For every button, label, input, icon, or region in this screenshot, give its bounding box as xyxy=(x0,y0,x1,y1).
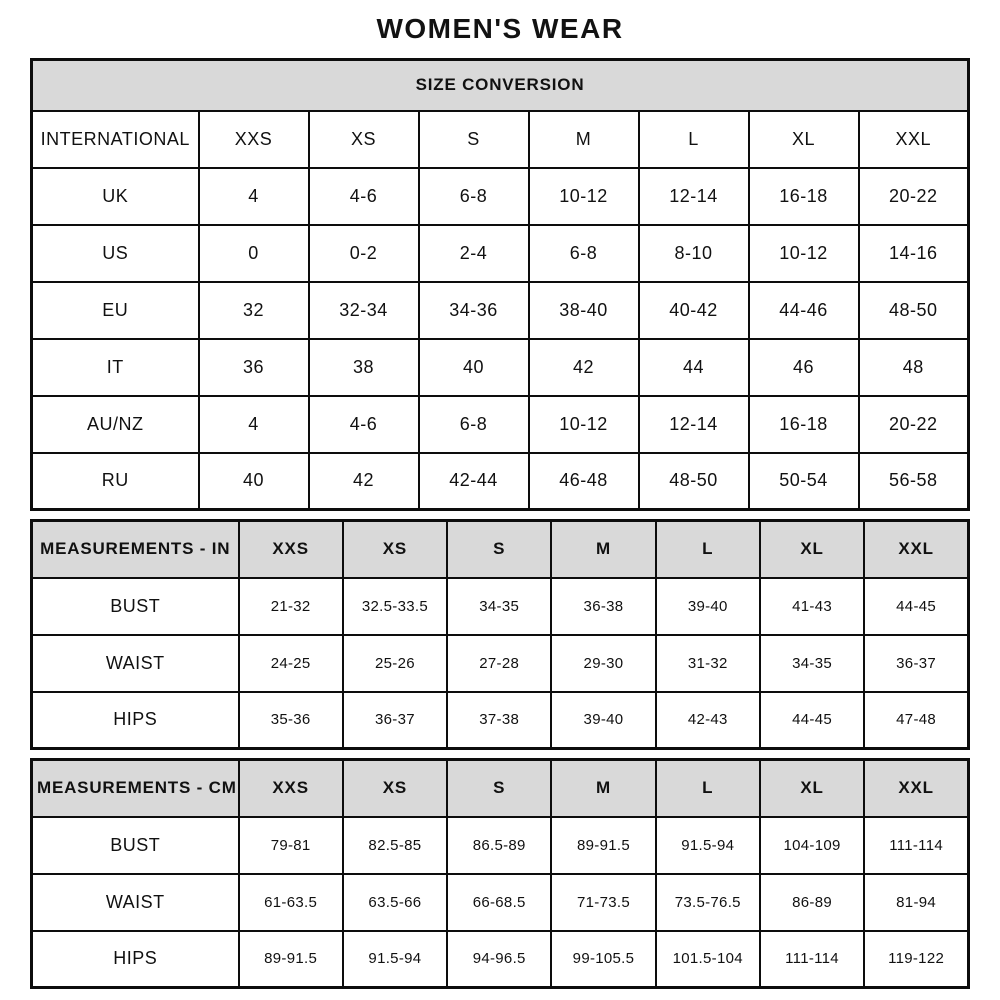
size-value-cell: 36 xyxy=(199,339,309,396)
size-value-cell: 104-109 xyxy=(760,817,864,874)
size-header-cell: XS xyxy=(343,521,447,578)
table-row xyxy=(32,396,969,453)
size-value-cell: 37-38 xyxy=(447,692,551,749)
size-value-cell: 86.5-89 xyxy=(447,817,551,874)
size-value-cell: 32 xyxy=(199,282,309,339)
size-header-cell: XXL xyxy=(864,521,968,578)
size-value-cell: 2-4 xyxy=(419,225,529,282)
size-value-cell: 40-42 xyxy=(639,282,749,339)
table-row xyxy=(32,168,969,225)
row-label-cell: US xyxy=(32,225,199,282)
table-row xyxy=(32,692,969,749)
size-header-cell: XXL xyxy=(859,111,969,168)
row-label-cell: IT xyxy=(32,339,199,396)
size-value-cell: 12-14 xyxy=(639,168,749,225)
size-value-cell: 32-34 xyxy=(309,282,419,339)
row-label-cell: EU xyxy=(32,282,199,339)
size-value-cell: 44 xyxy=(639,339,749,396)
size-conversion-table xyxy=(30,58,970,511)
row-label-cell: INTERNATIONAL xyxy=(32,111,199,168)
size-value-cell: 79-81 xyxy=(239,817,343,874)
size-value-cell: 42-43 xyxy=(656,692,760,749)
size-value-cell: 61-63.5 xyxy=(239,874,343,931)
size-header-cell: XXL xyxy=(864,760,968,817)
size-value-cell: 119-122 xyxy=(864,931,968,988)
size-value-cell: 89-91.5 xyxy=(551,817,655,874)
size-header-cell: XS xyxy=(343,760,447,817)
size-value-cell: 16-18 xyxy=(749,396,859,453)
size-value-cell: 56-58 xyxy=(859,453,969,510)
size-value-cell: 40 xyxy=(419,339,529,396)
size-value-cell: 99-105.5 xyxy=(551,931,655,988)
size-value-cell: 44-45 xyxy=(864,578,968,635)
table-header-row xyxy=(32,521,969,578)
size-value-cell: 91.5-94 xyxy=(656,817,760,874)
size-value-cell: 16-18 xyxy=(749,168,859,225)
row-label-cell: AU/NZ xyxy=(32,396,199,453)
size-header-cell: L xyxy=(639,111,749,168)
table-row xyxy=(32,931,969,988)
size-header-cell: S xyxy=(447,521,551,578)
size-value-cell: 10-12 xyxy=(749,225,859,282)
size-value-cell: 41-43 xyxy=(760,578,864,635)
size-value-cell: 73.5-76.5 xyxy=(656,874,760,931)
size-value-cell: 6-8 xyxy=(419,396,529,453)
row-label-cell: UK xyxy=(32,168,199,225)
table-row xyxy=(32,874,969,931)
size-value-cell: 6-8 xyxy=(419,168,529,225)
size-value-cell: 39-40 xyxy=(551,692,655,749)
size-value-cell: 89-91.5 xyxy=(239,931,343,988)
row-label-cell: MEASUREMENTS - CM xyxy=(32,760,239,817)
size-value-cell: 14-16 xyxy=(859,225,969,282)
size-header-cell: S xyxy=(447,760,551,817)
size-value-cell: 4-6 xyxy=(309,396,419,453)
size-value-cell: 42 xyxy=(529,339,639,396)
row-label-cell: RU xyxy=(32,453,199,510)
size-value-cell: 71-73.5 xyxy=(551,874,655,931)
size-value-cell: 4-6 xyxy=(309,168,419,225)
page-title: WOMEN'S WEAR xyxy=(376,13,624,44)
size-value-cell: 50-54 xyxy=(749,453,859,510)
size-value-cell: 82.5-85 xyxy=(343,817,447,874)
size-value-cell: 44-45 xyxy=(760,692,864,749)
size-value-cell: 20-22 xyxy=(859,168,969,225)
size-value-cell: 10-12 xyxy=(529,168,639,225)
size-value-cell: 20-22 xyxy=(859,396,969,453)
size-value-cell: 46 xyxy=(749,339,859,396)
size-value-cell: 66-68.5 xyxy=(447,874,551,931)
table-row xyxy=(32,339,969,396)
row-label-cell: HIPS xyxy=(32,931,239,988)
size-header-cell: XXS xyxy=(239,760,343,817)
size-value-cell: 48-50 xyxy=(639,453,749,510)
size-header-cell: XXS xyxy=(239,521,343,578)
size-value-cell: 10-12 xyxy=(529,396,639,453)
size-header-cell: XS xyxy=(309,111,419,168)
size-header-cell: M xyxy=(551,521,655,578)
size-value-cell: 35-36 xyxy=(239,692,343,749)
size-value-cell: 31-32 xyxy=(656,635,760,692)
row-label-cell: WAIST xyxy=(32,874,239,931)
size-value-cell: 32.5-33.5 xyxy=(343,578,447,635)
size-value-cell: 40 xyxy=(199,453,309,510)
size-value-cell: 44-46 xyxy=(749,282,859,339)
size-value-cell: 27-28 xyxy=(447,635,551,692)
size-value-cell: 48-50 xyxy=(859,282,969,339)
size-value-cell: 0-2 xyxy=(309,225,419,282)
row-label-cell: HIPS xyxy=(32,692,239,749)
measurements-in-table xyxy=(30,519,970,750)
size-header-cell: M xyxy=(529,111,639,168)
size-value-cell: 42-44 xyxy=(419,453,529,510)
table-banner-row xyxy=(32,60,969,111)
size-header-cell: XXS xyxy=(199,111,309,168)
table-row xyxy=(32,578,969,635)
size-value-cell: 36-38 xyxy=(551,578,655,635)
size-value-cell: 86-89 xyxy=(760,874,864,931)
size-value-cell: 42 xyxy=(309,453,419,510)
size-value-cell: 63.5-66 xyxy=(343,874,447,931)
size-header-cell: S xyxy=(419,111,529,168)
table-row xyxy=(32,817,969,874)
table-header-row xyxy=(32,760,969,817)
size-value-cell: 24-25 xyxy=(239,635,343,692)
size-value-cell: 38-40 xyxy=(529,282,639,339)
row-label-cell: BUST xyxy=(32,578,239,635)
size-value-cell: 39-40 xyxy=(656,578,760,635)
size-value-cell: 4 xyxy=(199,168,309,225)
size-value-cell: 21-32 xyxy=(239,578,343,635)
size-value-cell: 36-37 xyxy=(343,692,447,749)
size-value-cell: 101.5-104 xyxy=(656,931,760,988)
row-label-cell: WAIST xyxy=(32,635,239,692)
size-value-cell: 46-48 xyxy=(529,453,639,510)
size-header-cell: L xyxy=(656,760,760,817)
size-header-cell: XL xyxy=(749,111,859,168)
size-value-cell: 38 xyxy=(309,339,419,396)
measurements-cm-table xyxy=(30,758,970,989)
size-value-cell: 111-114 xyxy=(760,931,864,988)
size-value-cell: 25-26 xyxy=(343,635,447,692)
size-value-cell: 4 xyxy=(199,396,309,453)
size-value-cell: 81-94 xyxy=(864,874,968,931)
size-value-cell: 36-37 xyxy=(864,635,968,692)
table-row xyxy=(32,635,969,692)
table-row xyxy=(32,282,969,339)
table-row xyxy=(32,453,969,510)
size-value-cell: 91.5-94 xyxy=(343,931,447,988)
size-value-cell: 34-35 xyxy=(760,635,864,692)
table-header-row xyxy=(32,111,969,168)
size-value-cell: 34-35 xyxy=(447,578,551,635)
row-label-cell: MEASUREMENTS - IN xyxy=(32,521,239,578)
size-value-cell: 47-48 xyxy=(864,692,968,749)
size-header-cell: XL xyxy=(760,521,864,578)
size-value-cell: 8-10 xyxy=(639,225,749,282)
size-value-cell: 12-14 xyxy=(639,396,749,453)
size-value-cell: 48 xyxy=(859,339,969,396)
size-value-cell: 34-36 xyxy=(419,282,529,339)
table-row xyxy=(32,225,969,282)
size-header-cell: M xyxy=(551,760,655,817)
size-conversion-banner: SIZE CONVERSION xyxy=(32,60,969,111)
row-label-cell: BUST xyxy=(32,817,239,874)
size-header-cell: XL xyxy=(760,760,864,817)
size-value-cell: 29-30 xyxy=(551,635,655,692)
size-value-cell: 0 xyxy=(199,225,309,282)
size-value-cell: 111-114 xyxy=(864,817,968,874)
size-value-cell: 6-8 xyxy=(529,225,639,282)
size-value-cell: 94-96.5 xyxy=(447,931,551,988)
size-header-cell: L xyxy=(656,521,760,578)
